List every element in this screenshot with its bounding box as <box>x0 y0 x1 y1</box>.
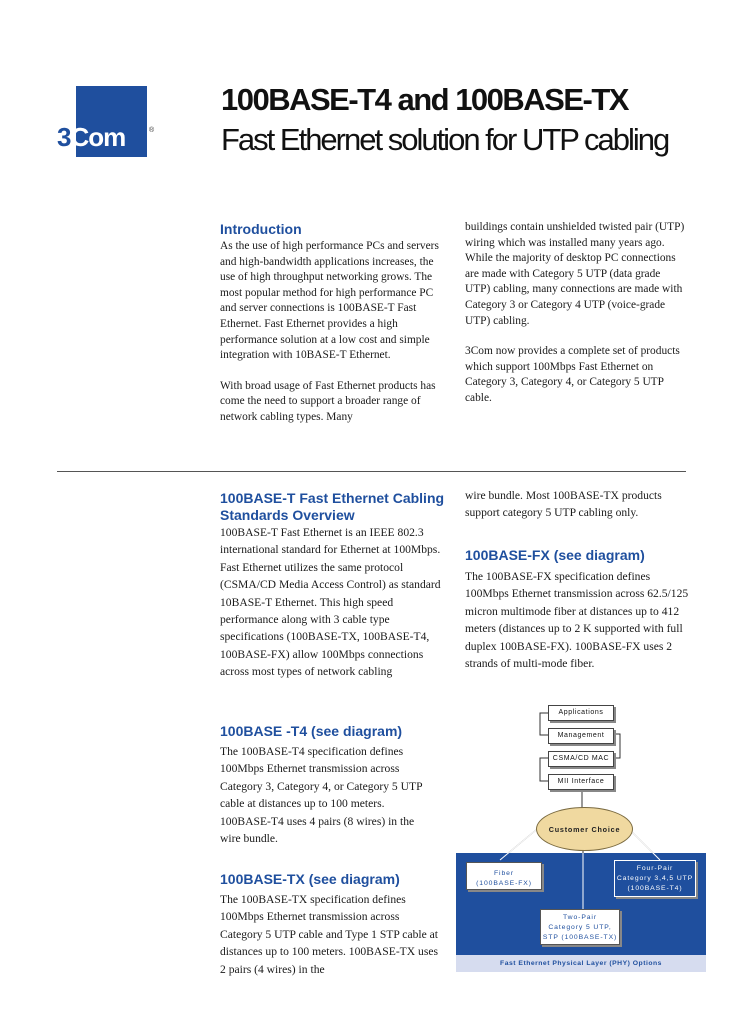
phy-options-caption: Fast Ethernet Physical Layer (PHY) Options <box>456 955 706 972</box>
intro-paragraph-3: buildings contain unshielded twisted pair (UTP) wiring which was installed many years ago. While the majority of desktop PC connections are made with Category 5 UTP (data grade UTP) cabling, many connections are made with Category 3 or Category 4 UTP (voice-grade UTP) cabling. <box>465 221 685 327</box>
management-box: Management <box>548 728 614 744</box>
four-pair-box: Four-Pair Category 3,4,5 UTP (100BASE-T4) <box>614 860 696 897</box>
fx-body: The 100BASE-FX specification defines 100Mbps Ethernet transmission across 62.5/125 micron multimode fiber at distances up to 412 meters (distances up to 2 K supported with full duplex 100BASE-FX). 100BASE-FX uses 2 strands of multi-mode fiber. <box>465 570 689 671</box>
two-pair-box: Two-Pair Category 5 UTP, STP (100BASE-TX) <box>540 909 620 945</box>
fiber-box: Fiber (100BASE-FX) <box>466 862 542 890</box>
intro-paragraph-1: As the use of high performance PCs and servers and high-bandwidth applications increases, the use of high throughput networking grows. The most popular method for high performance PC and server connections is 100BASE-T Fast Ethernet. Fast Ethernet provides a high performance solution at a low cost and simple integration with 10BASE-T Ethernet. <box>220 240 439 362</box>
standards-heading: 100BASE-T Fast Ethernet Cabling Standards Overview <box>220 490 445 523</box>
registered-mark: ® <box>149 127 155 134</box>
intro-heading: Introduction <box>220 221 302 237</box>
t4-heading: 100BASE -T4 (see diagram) <box>220 723 403 739</box>
page-subtitle: Fast Ethernet solution for UTP cabling <box>221 122 669 157</box>
company-logo: 3Com <box>57 122 126 152</box>
tx-heading: 100BASE-TX (see diagram) <box>220 871 400 887</box>
applications-box: Applications <box>548 705 614 721</box>
page-title: 100BASE-T4 and 100BASE-TX <box>221 82 628 117</box>
customer-choice-oval: Customer Choice <box>536 807 633 851</box>
fx-heading: 100BASE-FX (see diagram) <box>465 547 645 563</box>
intro-paragraph-4: 3Com now provides a complete set of products which support 100Mbps Fast Ethernet on Category 3, Category 4, or Category 5 UTP cable. <box>465 345 680 404</box>
mii-interface-box: MII Interface <box>548 774 614 790</box>
tx-body: The 100BASE-TX specification defines 100Mbps Ethernet transmission across Category 5 UTP cable and Type 1 STP cable at distances up to 100 meters. 100BASE-TX uses 2 pairs (4 wires) in the <box>220 893 439 976</box>
standards-body: 100BASE-T Fast Ethernet is an IEEE 802.3 international standard for Ethernet at 100Mbps. Fast Ethernet utilizes the same protocol (CSMA/CD Media Access Control) as standard 10BASE-T Ethernet. This high speed performance along with 3 cable type specifications (100BASE-TX, 100BASE-T4, 100BASE-FX) allow 100Mbps connections across most types of network cabling <box>220 526 441 679</box>
tx-continuation: wire bundle. Most 100BASE-TX products support category 5 UTP cabling only. <box>465 489 662 520</box>
intro-paragraph-2: With broad usage of Fast Ethernet products has come the need to support a broader range of network cabling types. Many <box>220 379 436 423</box>
csma-mac-box: CSMA/CD MAC <box>548 751 614 767</box>
t4-body: The 100BASE-T4 specification defines 100Mbps Ethernet transmission across Category 3, Category 4, or Category 5 UTP cable at distances up to 100 meters. 100BASE-T4 uses 4 pairs (8 wires) in the wire bundle. <box>220 745 423 846</box>
